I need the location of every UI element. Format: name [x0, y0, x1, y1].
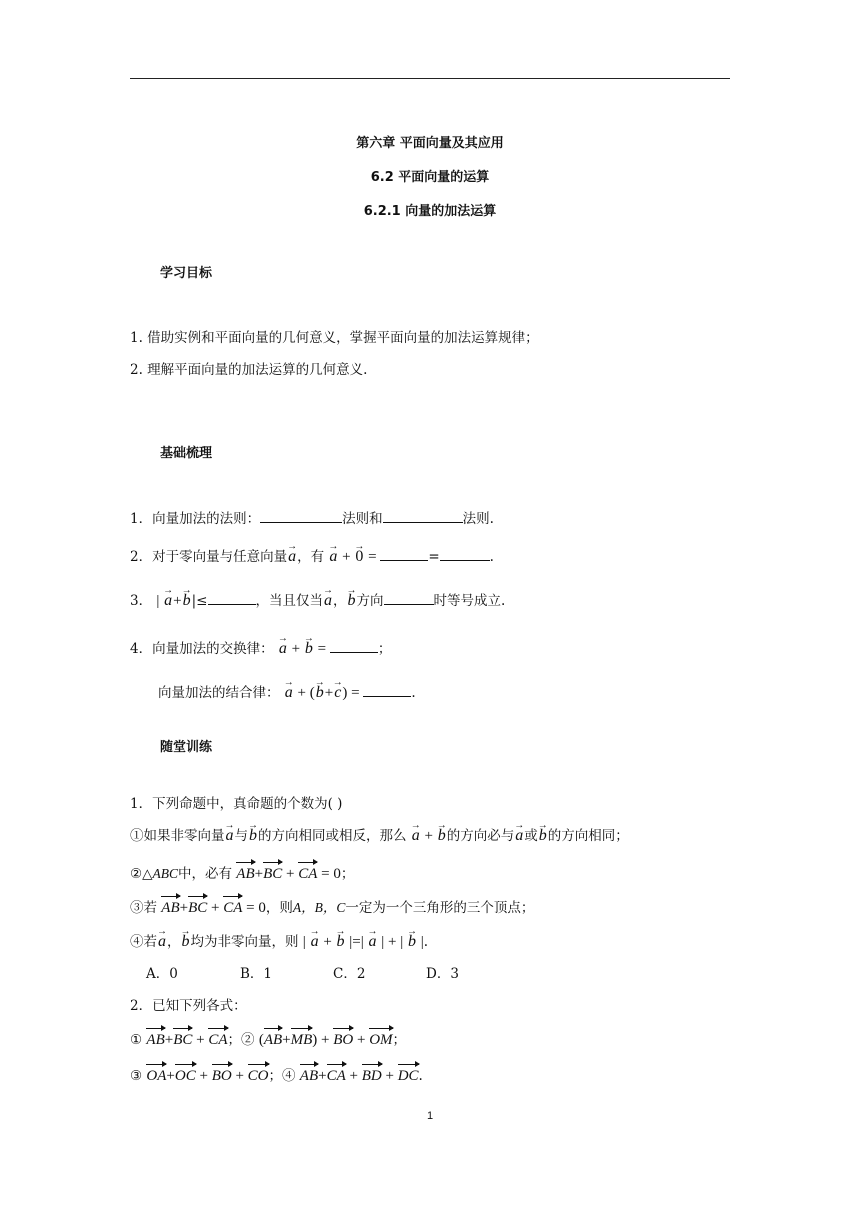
objective-item-1: 1. 借助实例和平面向量的几何意义，掌握平面向量的加法运算规律； [130, 330, 539, 346]
item-text: 对于零向量与任意向量 [152, 549, 288, 565]
formula: | → a+→ b [156, 593, 191, 609]
item-text: 方向 [356, 593, 384, 609]
text: A，B，C [292, 900, 346, 915]
text: ；② [227, 1032, 255, 1048]
text: ； [340, 866, 355, 882]
item-text: ； [377, 641, 392, 657]
text: 与 [234, 828, 248, 844]
blank [384, 590, 434, 605]
item-number: 1． [130, 511, 153, 527]
text: ③若 [130, 900, 157, 916]
question-1-stem: 1．下列命题中，真命题的个数为( ) [130, 796, 343, 812]
item-text: 向量加法的交换律： [152, 641, 274, 657]
basics-item-5 [158, 682, 416, 703]
objective-item-2: 2. 理解平面向量的加法运算的几何意义. [130, 362, 368, 378]
text: ③ [130, 1068, 143, 1084]
formula: (AB+MB) + BO + OM [259, 1032, 393, 1048]
vector-a: → a [287, 547, 297, 567]
text: 中，必有 [178, 866, 232, 882]
formula: → a + → b = [278, 641, 330, 657]
item-text: 法则. [462, 511, 494, 527]
statement-3 [130, 896, 534, 918]
blank [330, 638, 378, 653]
basics-item-2 [130, 546, 494, 567]
blank [380, 546, 428, 561]
text: ABC [152, 866, 178, 881]
expression-line-1 [130, 1028, 406, 1050]
blank [208, 590, 256, 605]
question-2-stem: 2．已知下列各式： [130, 998, 247, 1014]
item-text: 时等号成立. [433, 593, 506, 609]
text: 均为非零向量，则 [190, 934, 299, 950]
text: ，则 [265, 900, 293, 916]
formula: → a + → 0 = [328, 549, 380, 565]
item-text: . [489, 549, 494, 565]
section-title: 6.2 平面向量的运算 [370, 170, 490, 185]
header-rule [130, 78, 730, 79]
formula: → a + → b [411, 828, 447, 844]
text: 的方向必与 [446, 828, 515, 844]
item-text: 向量加法的结合律： [158, 685, 280, 701]
blank [440, 546, 490, 561]
item-text: . [411, 685, 416, 701]
text: ；④ [268, 1068, 296, 1084]
formula: OA+OC + BO + CO [146, 1068, 268, 1084]
item-number: 3． [130, 593, 153, 609]
item-text: 法则和 [342, 511, 383, 527]
basics-heading: 基础梳理 [160, 446, 213, 461]
blank [383, 508, 463, 523]
item-text: ， [333, 593, 347, 609]
formula: AB+BC + CA = 0 [236, 866, 341, 882]
option-d: D．3 [426, 966, 459, 982]
vector-a: → a [157, 932, 167, 952]
vector-b: → b [181, 932, 191, 952]
item-text: 向量加法的法则： [152, 511, 261, 527]
basics-item-3 [130, 590, 505, 611]
text: 的方向相同； [547, 828, 629, 844]
vector-b: → b [347, 591, 357, 611]
item-text: ，当且仅当 [255, 593, 323, 609]
option-a: A．0 [146, 966, 178, 982]
text: ④若 [130, 934, 157, 950]
formula: AB+BC + CA [146, 1032, 227, 1048]
vector-b: → b [248, 826, 258, 846]
blank [260, 508, 342, 523]
option-b: B．1 [240, 966, 273, 982]
practice-heading: 随堂训练 [160, 740, 213, 755]
equals-sign: = [428, 549, 440, 565]
statement-4 [130, 932, 428, 952]
text: ②△ [130, 866, 153, 882]
vector-a: → a [514, 826, 524, 846]
basics-item-1 [130, 508, 494, 529]
item-text: ，有 [297, 549, 325, 565]
formula: | → a + → b |=| → a | + | → b | [303, 934, 424, 950]
text: ①如果非零向量 [130, 828, 225, 844]
item-number: 2． [130, 549, 153, 565]
text: . [418, 1068, 423, 1084]
objectives-heading: 学习目标 [160, 266, 213, 281]
leq-sign: |≤ [191, 593, 208, 609]
vector-b: → b [538, 826, 548, 846]
option-c: C．2 [333, 966, 366, 982]
statement-1 [130, 826, 629, 846]
text: ① [130, 1032, 143, 1048]
chapter-title: 第六章 平面向量及其应用 [356, 136, 504, 151]
text: ， [167, 934, 181, 950]
page-number: 1 [426, 1110, 434, 1122]
text: 或 [524, 828, 538, 844]
text: 的方向相同或相反，那么 [258, 828, 407, 844]
formula: → a + (→ b+→ c) = [284, 685, 364, 701]
statement-2 [130, 862, 354, 884]
vector-a: → a [323, 591, 333, 611]
basics-item-4 [130, 638, 391, 659]
formula: AB+CA + BD + DC [300, 1068, 419, 1084]
formula: AB+BC + CA = 0 [161, 900, 266, 916]
subsection-title: 6.2.1 向量的加法运算 [363, 204, 497, 219]
text: . [423, 934, 429, 950]
expression-line-2 [130, 1064, 423, 1086]
blank [363, 682, 411, 697]
item-number: 4． [130, 641, 153, 657]
vector-a: → a [225, 826, 235, 846]
text: 一定为一个三角形的三个顶点； [345, 900, 535, 916]
text: ； [392, 1032, 407, 1048]
